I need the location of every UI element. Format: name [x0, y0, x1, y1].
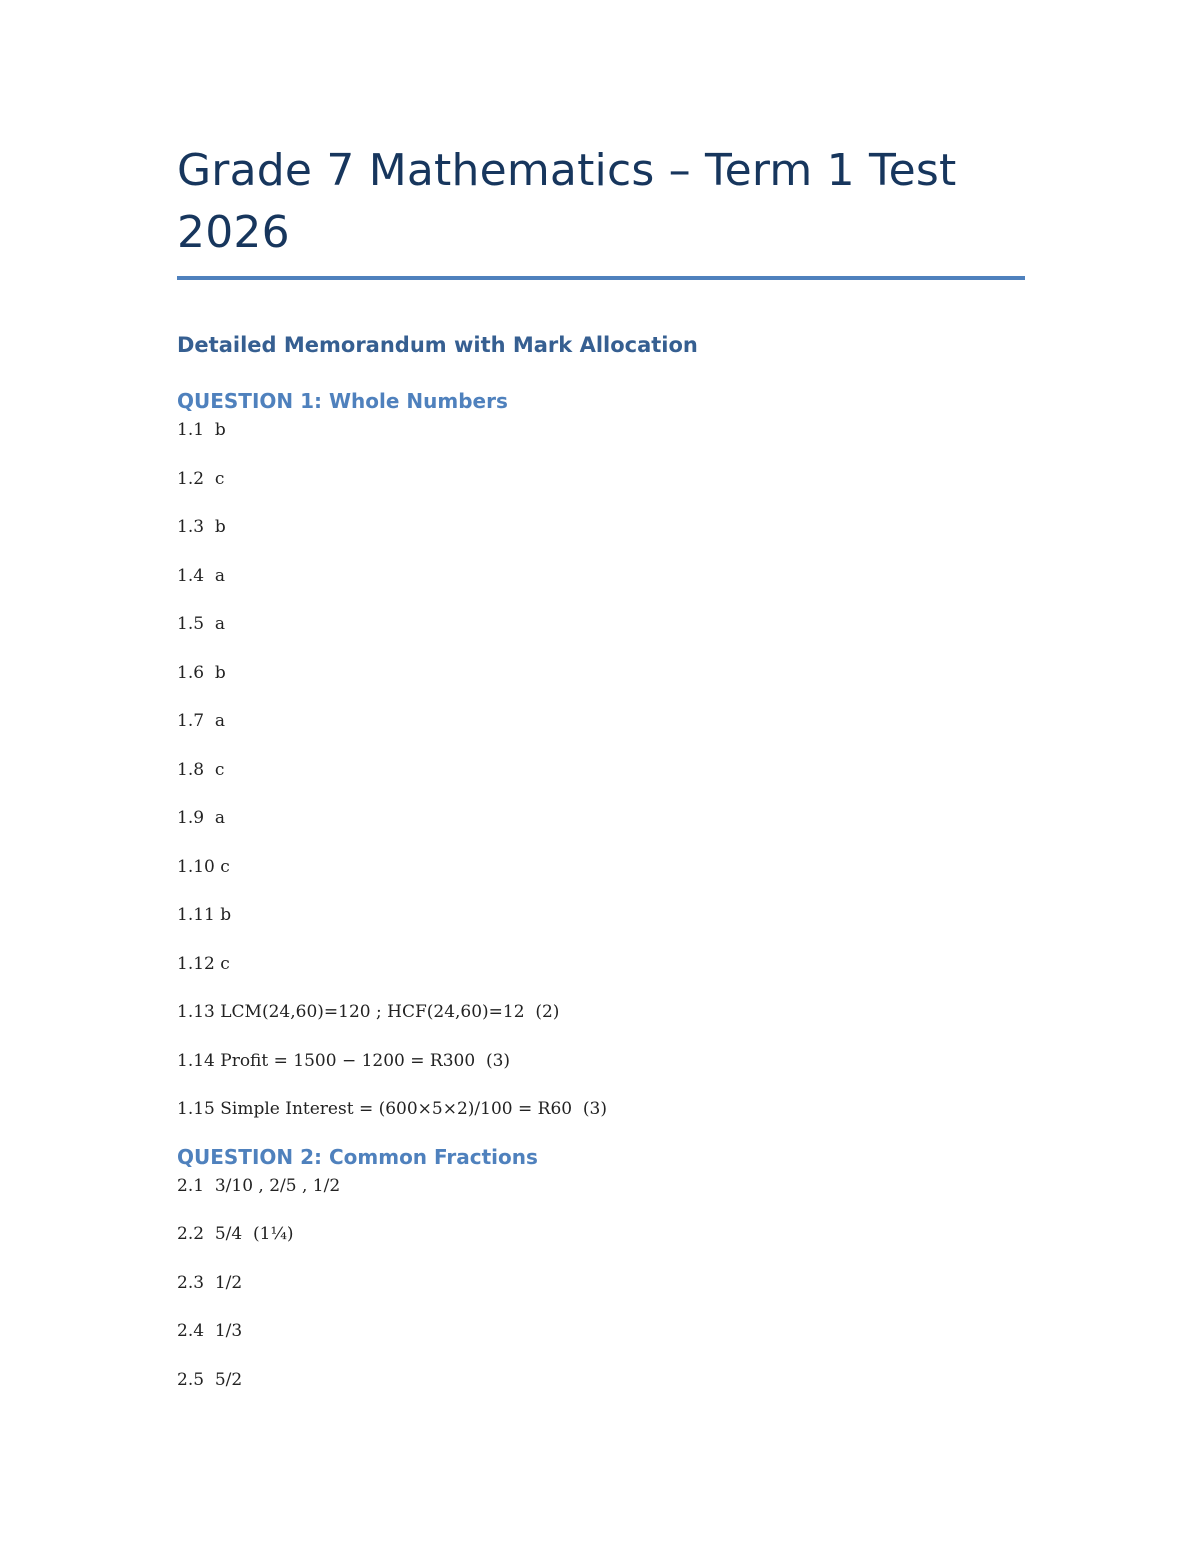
answer-1-7: 1.7 a: [177, 711, 225, 731]
answer-1-10: 1.10 c: [177, 856, 230, 877]
question-2-section: [177, 1142, 1025, 1393]
question-2-answers: [177, 1174, 1025, 1393]
answer-2-5: 2.5 5/2: [177, 1369, 243, 1390]
answer-1-5: 1.5 a: [177, 614, 225, 634]
title-divider: [177, 276, 1025, 280]
answer-2-2: 2.2 5/4 (1¼): [177, 1224, 294, 1244]
question-1-answers: [177, 418, 1025, 1122]
answer-2-3: 2.3 1/2: [177, 1272, 243, 1293]
question-2-heading: QUESTION 2: Common Fractions: [177, 1144, 538, 1169]
question-1-section: [177, 386, 1025, 1122]
answer-2-4: 2.4 1/3: [177, 1321, 243, 1341]
document-content: [177, 140, 1025, 1392]
answer-1-8: 1.8 c: [177, 759, 225, 780]
answer-1-9: 1.9 a: [177, 808, 225, 828]
document-subtitle: Detailed Memorandum with Mark Allocation: [177, 333, 698, 357]
answer-1-13: 1.13 LCM(24,60)=120 ; HCF(24,60)=12 (2): [177, 1002, 560, 1022]
answer-1-14: 1.14 Profit = 1500 − 1200 = R300 (3): [177, 1050, 511, 1071]
answer-1-6: 1.6 b: [177, 662, 226, 683]
answer-2-1: 2.1 3/10 , 2/5 , 1/2: [177, 1175, 341, 1196]
answer-1-15: 1.15 Simple Interest = (600×5×2)/100 = R60 (3): [177, 1099, 607, 1119]
document-title: Grade 7 Mathematics – Term 1 Test 2026: [177, 145, 957, 258]
answer-1-2: 1.2 c: [177, 468, 225, 489]
answer-1-11: 1.11 b: [177, 905, 232, 925]
answer-1-12: 1.12 c: [177, 953, 230, 974]
question-1-heading: QUESTION 1: Whole Numbers: [177, 389, 508, 413]
answer-1-4: 1.4 a: [177, 565, 225, 586]
answer-1-1: 1.1 b: [177, 420, 226, 440]
answer-1-3: 1.3 b: [177, 517, 226, 537]
